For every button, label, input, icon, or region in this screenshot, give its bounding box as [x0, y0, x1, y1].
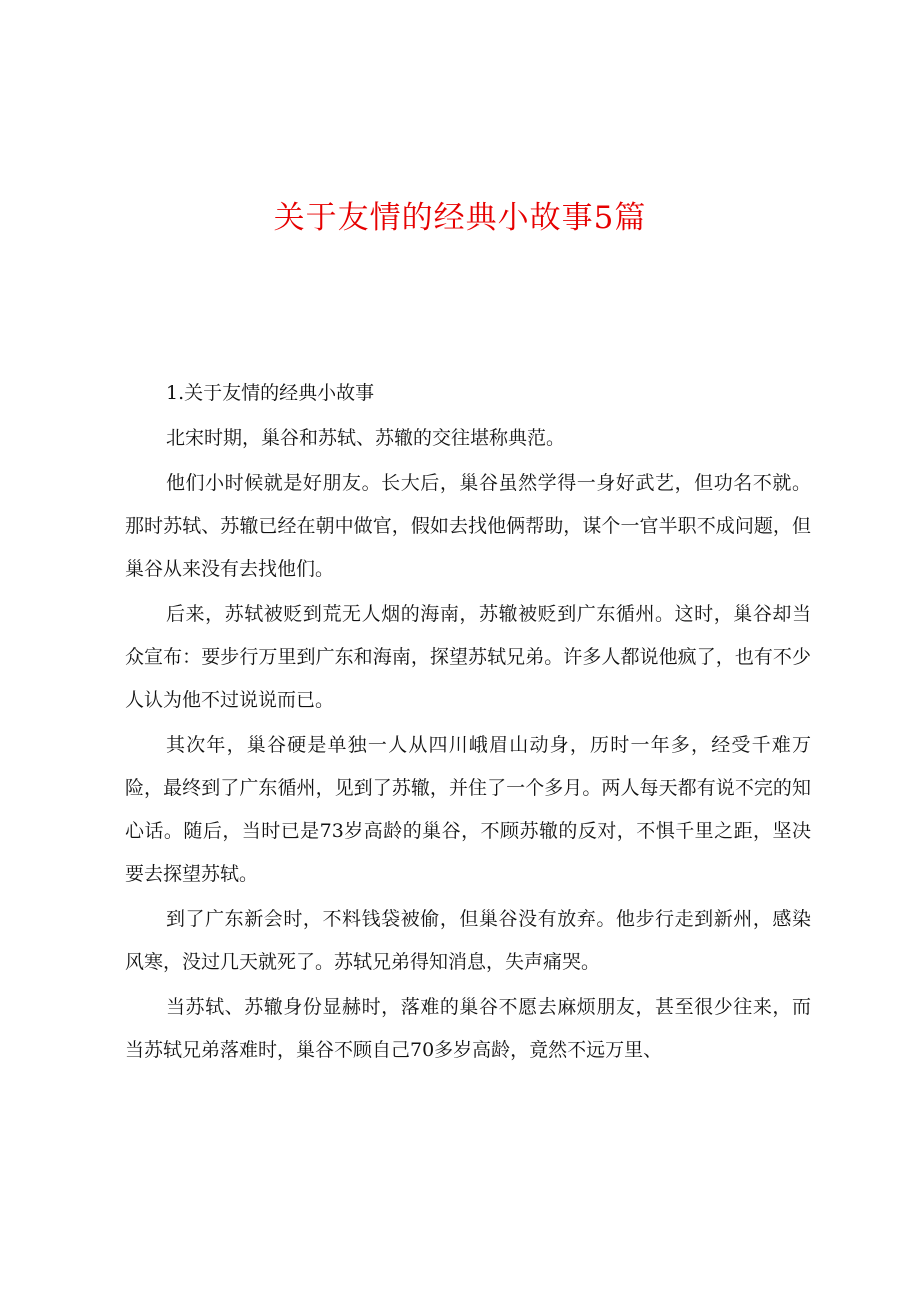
paragraph-6: 当苏轼、苏辙身份显赫时，落难的巢谷不愿去麻烦朋友，甚至很少往来，而当苏轼兄弟落难时，巢谷不顾自己70多岁高龄，竟然不远万里、	[125, 996, 811, 1061]
paragraph-1: 北宋时期，巢谷和苏轼、苏辙的交往堪称典范。	[166, 427, 566, 449]
paragraph-3: 后来，苏轼被贬到荒无人烟的海南，苏辙被贬到广东循州。这时，巢谷却当众宣布：要步行万里到广东和海南，探望苏轼兄弟。许多人都说他疯了，也有不少人认为他不过说说而已。	[125, 603, 811, 711]
paragraph-5: 到了广东新会时，不料钱袋被偷，但巢谷没有放弃。他步行走到新州，感染风寒，没过几天就死了。苏轼兄弟得知消息，失声痛哭。	[125, 908, 811, 973]
paragraph-2: 他们小时候就是好朋友。长大后，巢谷虽然学得一身好武艺，但功名不就。那时苏轼、苏辙已经在朝中做官，假如去找他俩帮助，谋个一官半职不成问题，但巢谷从来没有去找他们。	[125, 472, 811, 580]
document-body	[125, 372, 811, 1074]
paragraph-4: 其次年，巢谷硬是单独一人从四川峨眉山动身，历时一年多，经受千难万险，最终到了广东循州，见到了苏辙，并住了一个多月。两人每天都有说不完的知心话。随后，当时已是73岁高龄的巢谷，不顾苏辙的反对，不惧千里之距，坚决要去探望苏轼。	[125, 734, 811, 885]
document-title: 关于友情的经典小故事5篇	[273, 200, 647, 236]
section-heading: 1.关于友情的经典小故事	[166, 382, 375, 404]
